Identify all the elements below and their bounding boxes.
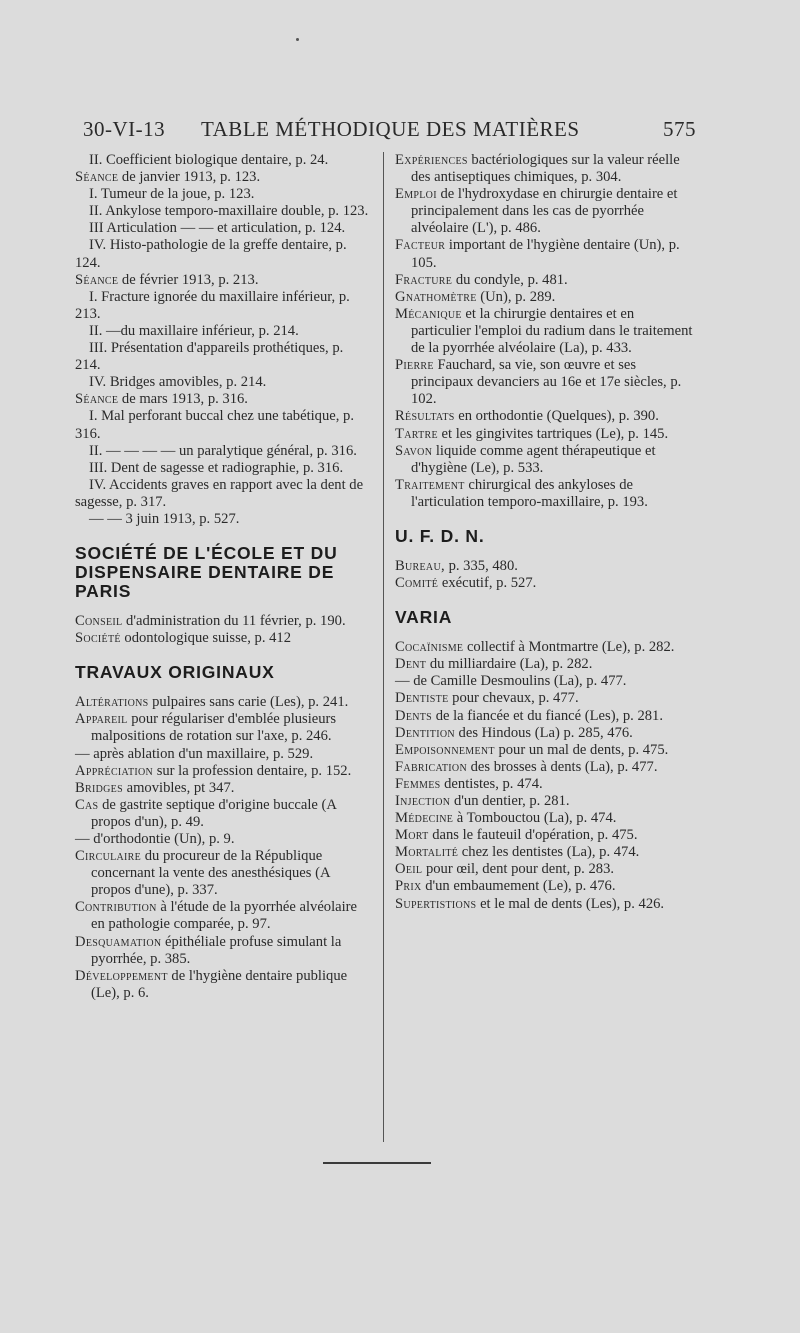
index-entry: Prix d'un embaumement (Le), p. 476. xyxy=(395,878,616,895)
index-subentry: III. Dent de sagesse et radiographie, p. 316. xyxy=(89,459,344,476)
index-entry: Dentition des Hindous (La) p. 285, 476. xyxy=(395,724,633,741)
index-entry: Cas de gastrite septique d'origine buccale (A propos d'un), p. 49. xyxy=(75,796,337,830)
index-subentry: III Articulation — — et articulation, p. 124. xyxy=(89,220,346,237)
index-entry: Savon liquide comme agent thérapeutique et d'hygiène (Le), p. 533. xyxy=(395,442,656,476)
index-subentry: I. Tumeur de la joue, p. 123. xyxy=(89,186,255,203)
index-subentry: — après ablation d'un maxillaire, p. 529. xyxy=(75,745,314,762)
index-entry: Empoisonnement pour un mal de dents, p. 475. xyxy=(395,741,669,758)
column-divider xyxy=(383,152,384,1142)
index-entry: Emploi de l'hydroxydase en chirurgie dentaire et principalement dans les cas de pyorrhée alvéolaire (L'), p. 486. xyxy=(395,186,678,237)
left-column xyxy=(75,152,371,1002)
index-subentry: — — 3 juin 1913, p. 527. xyxy=(89,510,240,527)
index-entry: Séance de février 1913, p. 213. xyxy=(75,271,259,288)
index-entry: Cocaïnisme collectif à Montmartre (Le), p. 282. xyxy=(395,639,675,656)
section-heading: SOCIÉTÉ DE L'ÉCOLE ET DU DISPENSAIRE DENTAIRE DE PARIS xyxy=(75,543,338,602)
index-entry: Appréciation sur la profession dentaire, p. 152. xyxy=(75,762,352,779)
index-subentry: IV. Histo-pathologie de la greffe dentaire, p. 124. xyxy=(75,237,347,271)
page-header xyxy=(83,117,696,147)
index-entry: Bureau, p. 335, 480. xyxy=(395,557,518,574)
right-column xyxy=(395,152,695,913)
index-subentry: — de Camille Desmoulins (La), p. 477. xyxy=(395,673,627,690)
index-entry: Facteur important de l'hygiène dentaire (Un), p. 105. xyxy=(395,237,680,271)
index-entry: Comité exécutif, p. 527. xyxy=(395,575,537,592)
index-entry: Appareil pour régulariser d'emblée plusieurs malpositions de rotation sur l'axe, p. 246. xyxy=(75,711,337,745)
index-entry: Expériences bactériologiques sur la valeur réelle des antiseptiques chimiques, p. 304. xyxy=(395,152,680,186)
index-entry: Séance de janvier 1913, p. 123. xyxy=(75,169,261,186)
header-date: 30-VI-13 xyxy=(83,117,166,141)
index-entry: Dent du milliardaire (La), p. 282. xyxy=(395,656,593,673)
index-entry: Traitement chirurgical des ankyloses de l'articulation temporo-maxillaire, p. 193. xyxy=(395,476,648,510)
index-entry: Conseil d'administration du 11 février, p. 190. xyxy=(75,613,346,630)
index-subentry: IV. Accidents graves en rapport avec la dent de sagesse, p. 317. xyxy=(75,476,364,510)
index-entry: Dentiste pour chevaux, p. 477. xyxy=(395,690,579,707)
index-entry: Oeil pour œil, dent pour dent, p. 283. xyxy=(395,861,615,878)
index-subentry: I. Fracture ignorée du maxillaire inférieur, p. 213. xyxy=(75,288,350,322)
index-subentry: II. — — — — un paralytique général, p. 316. xyxy=(89,442,357,459)
index-entry: Développement de l'hygiène dentaire publique (Le), p. 6. xyxy=(75,967,348,1001)
index-subentry: III. Présentation d'appareils prothétiques, p. 214. xyxy=(75,340,344,374)
index-entry: Dents de la fiancée et du fiancé (Les), p. 281. xyxy=(395,707,664,724)
index-entry: Fracture du condyle, p. 481. xyxy=(395,271,568,288)
index-entry: Médecine à Tombouctou (La), p. 474. xyxy=(395,810,617,827)
index-subentry: I. Mal perforant buccal chez une tabétique, p. 316. xyxy=(75,408,354,442)
section-heading: U. F. D. N. xyxy=(395,525,485,546)
index-subentry: II. Ankylose temporo-maxillaire double, p. 123. xyxy=(89,203,369,220)
index-entry: Supertistions et le mal de dents (Les), p. 426. xyxy=(395,895,665,912)
section-heading: TRAVAUX ORIGINAUX xyxy=(75,662,275,683)
index-entry: Injection d'un dentier, p. 281. xyxy=(395,793,570,809)
index-entry: Femmes dentistes, p. 474. xyxy=(395,775,543,792)
index-subentry: — d'orthodontie (Un), p. 9. xyxy=(75,831,235,847)
index-entry: Société odontologique suisse, p. 412 xyxy=(75,630,292,647)
section-heading: VARIA xyxy=(395,607,453,628)
index-entry: Contribution à l'étude de la pyorrhée alvéolaire en pathologie comparée, p. 97. xyxy=(75,899,358,933)
header-title: TABLE MÉTHODIQUE DES MATIÈRES xyxy=(201,117,580,141)
index-entry: Tartre et les gingivites tartriques (Le), p. 145. xyxy=(395,425,669,442)
index-entry: Fabrication des brosses à dents (La), p. 477. xyxy=(395,758,658,775)
index-entry: Desquamation épithéliale profuse simulant la pyorrhée, p. 385. xyxy=(75,933,342,967)
index-subentry: IV. Bridges amovibles, p. 214. xyxy=(89,374,267,391)
index-entry: Mécanique et la chirurgie dentaires et en particulier l'emploi du radium dans le traitement de la pyorrhée alvéolaire (La), p. 433. xyxy=(395,305,693,357)
index-entry: Bridges amovibles, pt 347. xyxy=(75,779,235,796)
index-entry: Altérations pulpaires sans carie (Les), p. 241. xyxy=(75,694,349,711)
page-number: 575 xyxy=(663,117,696,141)
index-entry: Résultats en orthodontie (Quelques), p. 390. xyxy=(395,408,659,425)
index-entry: Circulaire du procureur de la République concernant la vente des anesthésiques (A propos d'une), p. 337. xyxy=(75,848,330,899)
index-subentry: II. —du maxillaire inférieur, p. 214. xyxy=(89,322,299,339)
index-subentry: II. Coefficient biologique dentaire, p. 24. xyxy=(89,152,329,168)
end-rule xyxy=(323,1162,431,1164)
index-entry: Mortalité chez les dentistes (La), p. 474. xyxy=(395,844,640,861)
page-speck xyxy=(296,38,299,41)
index-entry: Séance de mars 1913, p. 316. xyxy=(75,391,248,408)
index-entry: Pierre Fauchard, sa vie, son œuvre et ses principaux devanciers au 16e et 17e siècles, p. 102. xyxy=(395,357,682,408)
index-entry: Mort dans le fauteuil d'opération, p. 475. xyxy=(395,827,638,844)
index-entry: Gnathomètre (Un), p. 289. xyxy=(395,288,556,305)
